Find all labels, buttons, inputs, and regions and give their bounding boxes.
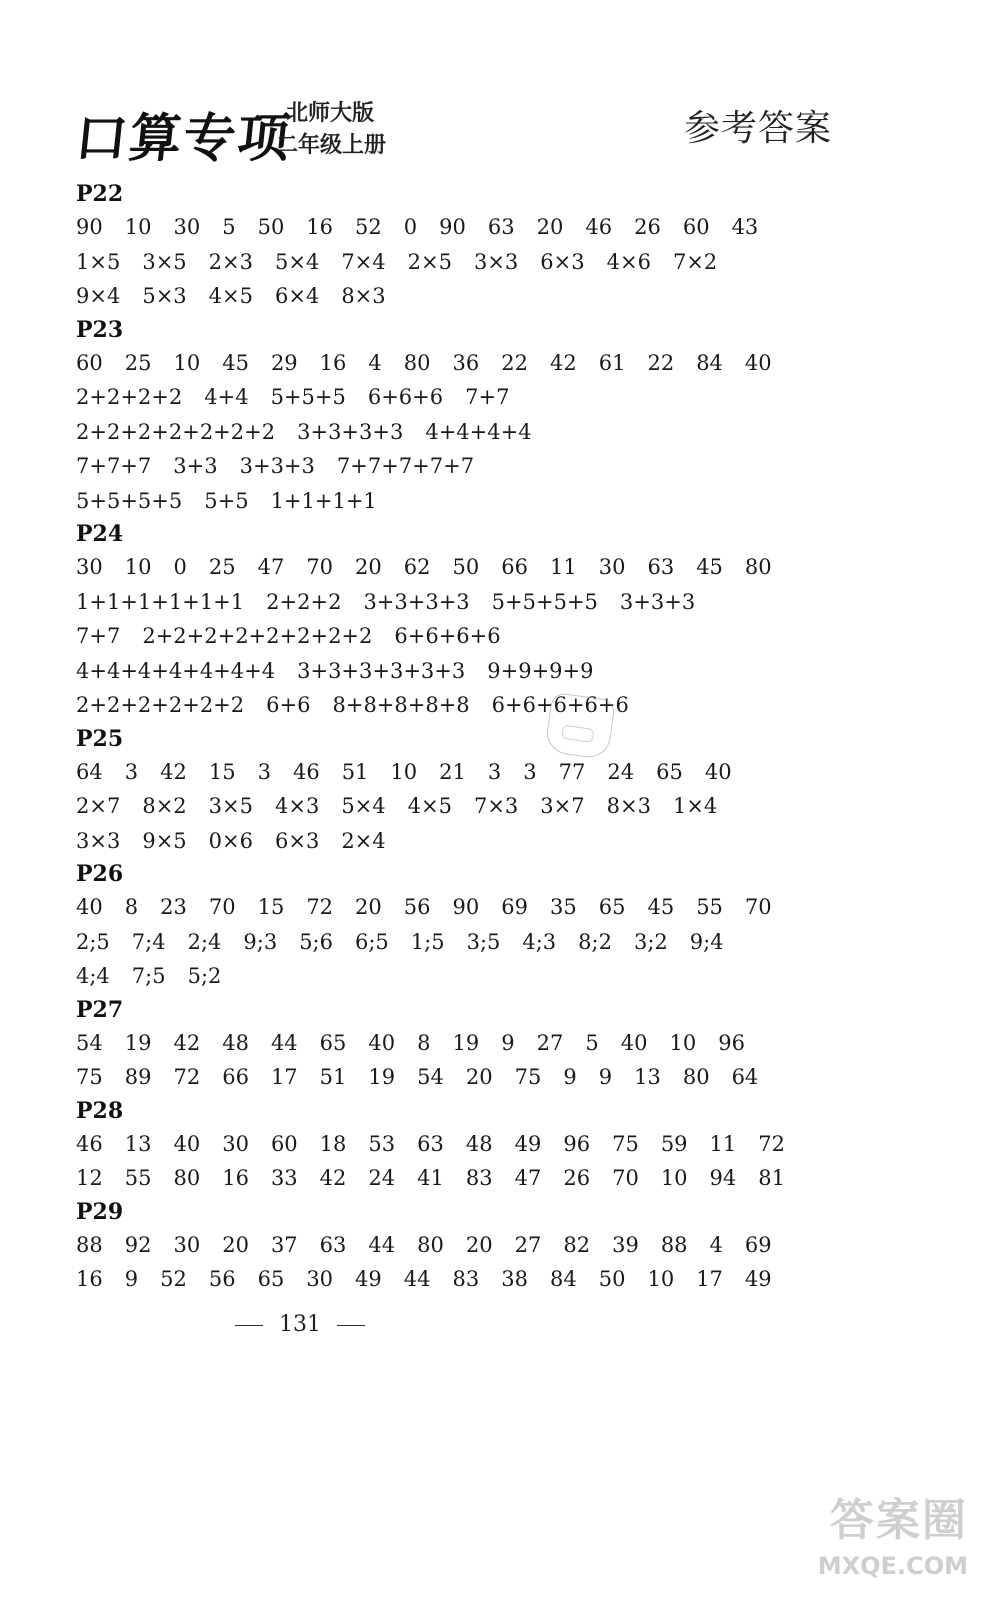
section-heading: P23 — [76, 316, 124, 343]
section-heading: P28 — [76, 1097, 124, 1124]
answer-item: 90 — [452, 895, 480, 919]
answer-item: 15 — [257, 895, 285, 919]
answer-item: 10 — [660, 1166, 688, 1190]
answer-item: 70 — [208, 895, 236, 919]
answer-item: 60 — [76, 350, 103, 375]
answer-item: 51 — [319, 1065, 347, 1089]
answer-item: 3+3+3+3+3+3 — [297, 658, 466, 683]
answer-item: 4 — [368, 350, 382, 375]
section-heading: P26 — [76, 861, 124, 887]
answer-item: 7×2 — [672, 249, 718, 274]
answer-item: 66 — [222, 1065, 249, 1089]
answer-item: 50 — [257, 215, 285, 239]
answer-item: 72 — [173, 1065, 201, 1089]
answer-item: 19 — [368, 1065, 396, 1089]
answer-item: 84 — [696, 350, 723, 375]
answer-row — [76, 484, 956, 519]
answer-item: 4;4 — [76, 964, 110, 988]
answer-item: 5+5+5+5 — [76, 488, 183, 513]
answer-item: 63 — [647, 555, 675, 579]
answer-item: 9;3 — [243, 929, 278, 954]
answer-item: 10 — [173, 350, 201, 375]
answer-item: 3×3 — [76, 828, 121, 853]
answer-row — [76, 755, 956, 790]
answer-item: 21 — [439, 759, 466, 784]
answer-item: 33 — [270, 1166, 298, 1190]
answer-item: 52 — [160, 1267, 187, 1291]
answer-item: 8 — [417, 1030, 431, 1055]
answer-item: 9 — [124, 1267, 139, 1291]
answer-item: 27 — [536, 1030, 564, 1055]
answer-item: 3 — [523, 759, 537, 784]
answer-row — [76, 1228, 956, 1263]
answer-item: 65 — [598, 895, 626, 919]
answer-item: 49 — [355, 1267, 382, 1291]
answer-item: 6+6 — [266, 693, 311, 717]
answer-item: 20 — [355, 555, 382, 579]
answer-item: 3 — [124, 759, 139, 784]
answer-item: 69 — [501, 895, 528, 919]
answers-title: 参考答案 — [684, 108, 833, 149]
answer-item: 6×4 — [274, 284, 320, 308]
answer-item: 64 — [76, 759, 103, 784]
answer-item: 3×5 — [142, 249, 187, 274]
answer-item: 30 — [222, 1131, 249, 1156]
answer-item: 4×6 — [606, 249, 651, 274]
answer-item: 29 — [270, 350, 298, 375]
answer-item: 3+3 — [173, 454, 218, 478]
watermark-text-cn: 答案圈 — [830, 1495, 968, 1546]
answer-item: 9×5 — [142, 828, 187, 853]
answer-item: 7+7 — [76, 624, 121, 648]
answer-item: 0 — [173, 555, 187, 579]
answer-item: 9 — [598, 1065, 613, 1089]
answer-item: 3×5 — [208, 794, 253, 818]
page-number — [0, 1312, 600, 1337]
answer-item: 11 — [549, 555, 577, 579]
answer-item: 2+2+2+2 — [76, 385, 183, 409]
answer-item: 49 — [744, 1267, 772, 1291]
answer-item: 84 — [549, 1267, 577, 1291]
answer-item: 4×5 — [407, 794, 452, 818]
answer-item: 54 — [76, 1030, 103, 1055]
answer-item: 80 — [682, 1065, 710, 1089]
answer-item: 89 — [124, 1065, 152, 1089]
answer-item: 0 — [403, 215, 418, 239]
answer-item: 80 — [417, 1232, 444, 1257]
grade-label: 二年级上册 — [276, 133, 387, 158]
answer-row — [76, 1127, 956, 1162]
answer-item: 60 — [682, 215, 710, 239]
answer-item: 25 — [124, 350, 152, 375]
answer-item: 40 — [704, 759, 732, 784]
answer-item: 66 — [501, 555, 528, 579]
answer-item: 45 — [647, 895, 675, 919]
answer-item: 30 — [173, 1232, 201, 1257]
answer-item: 6×3 — [540, 249, 585, 274]
answer-item: 72 — [306, 895, 334, 919]
answer-item: 44 — [368, 1232, 396, 1257]
answer-item: 65 — [656, 759, 683, 784]
answer-item: 38 — [501, 1267, 528, 1291]
answer-item: 92 — [124, 1232, 152, 1257]
answer-item: 4+4+4+4 — [425, 419, 532, 444]
section-heading: P27 — [76, 996, 124, 1023]
answer-item: 4;3 — [522, 929, 557, 954]
answer-item: 5+5 — [204, 488, 249, 513]
answer-item: 2×7 — [76, 794, 121, 818]
answer-item: 36 — [452, 350, 480, 375]
answer-item: 10 — [124, 215, 152, 239]
answer-item: 46 — [585, 215, 613, 239]
answer-item: 20 — [465, 1232, 493, 1257]
answer-item: 88 — [660, 1232, 688, 1257]
answer-item: 26 — [563, 1166, 591, 1190]
answer-row — [76, 654, 956, 689]
page-header — [0, 0, 996, 190]
answer-row — [76, 245, 956, 280]
answer-item: 39 — [612, 1232, 639, 1257]
answer-item: 3×3 — [473, 249, 519, 274]
answer-item: 12 — [76, 1166, 103, 1190]
answer-item: 3;2 — [633, 929, 668, 954]
answer-item: 56 — [208, 1267, 236, 1291]
answer-item: 5×3 — [142, 284, 187, 308]
answer-item: 2+2+2+2+2+2+2 — [76, 419, 276, 444]
answer-item: 10 — [390, 759, 418, 784]
answer-item: 96 — [718, 1030, 745, 1055]
answer-item: 4×5 — [208, 284, 253, 308]
answer-item: 5×4 — [341, 794, 386, 818]
answer-row — [76, 619, 956, 654]
answer-row — [76, 925, 956, 960]
answer-item: 2+2+2+2+2+2+2+2 — [142, 624, 373, 648]
answer-item: 24 — [607, 759, 635, 784]
answer-item: 80 — [173, 1166, 201, 1190]
answer-item: 75 — [514, 1065, 542, 1089]
answer-item: 9 — [563, 1065, 577, 1089]
answer-item: 90 — [439, 215, 466, 239]
answer-item: 6+6+6+6 — [394, 624, 501, 648]
answer-item: 5;6 — [299, 929, 333, 954]
answer-row — [76, 688, 956, 723]
answer-row — [76, 824, 956, 859]
dash-right — [337, 1325, 365, 1326]
answer-item: 40 — [76, 895, 103, 919]
answer-item: 4 — [709, 1232, 723, 1257]
answer-item: 65 — [257, 1267, 285, 1291]
edition-label: 北师大版 — [286, 101, 375, 126]
answer-item: 83 — [452, 1267, 480, 1291]
answer-list — [76, 178, 956, 1297]
answer-item: 6+6+6 — [367, 385, 444, 409]
answer-item: 11 — [709, 1131, 737, 1156]
answer-item: 27 — [514, 1232, 542, 1257]
answer-item: 1×5 — [76, 249, 121, 274]
answer-item: 20 — [222, 1232, 249, 1257]
answer-item: 9×4 — [76, 284, 121, 308]
answer-item: 4+4+4+4+4+4+4 — [76, 658, 276, 683]
answer-item: 5+5+5+5 — [491, 589, 598, 614]
answer-item: 8+8+8+8+8 — [332, 693, 470, 717]
answer-row — [76, 550, 956, 585]
answer-item: 46 — [292, 759, 320, 784]
answer-item: 20 — [465, 1065, 493, 1089]
answer-item: 7+7 — [465, 385, 510, 409]
answer-item: 2;5 — [76, 929, 110, 954]
answer-row — [76, 1060, 956, 1095]
answer-item: 13 — [124, 1131, 152, 1156]
answer-item: 45 — [696, 555, 723, 579]
answer-item: 63 — [487, 215, 515, 239]
answer-item: 1+1+1+1 — [270, 488, 377, 513]
answer-item: 64 — [731, 1065, 759, 1089]
answer-item: 16 — [306, 215, 334, 239]
watermark-text-en: MXQE.COM — [817, 1552, 968, 1580]
watermark-logo — [808, 1484, 968, 1594]
answer-item: 83 — [465, 1166, 493, 1190]
answer-row — [76, 585, 956, 620]
answer-item: 22 — [501, 350, 528, 375]
answer-item: 62 — [403, 555, 431, 579]
answer-item: 3;5 — [466, 929, 501, 954]
answer-item: 49 — [514, 1131, 542, 1156]
answer-item: 1;5 — [410, 929, 445, 954]
answer-item: 55 — [124, 1166, 152, 1190]
answer-item: 44 — [270, 1030, 298, 1055]
answer-item: 43 — [731, 215, 759, 239]
answer-item: 46 — [76, 1131, 103, 1156]
answer-item: 70 — [744, 895, 772, 919]
answer-item: 63 — [319, 1232, 347, 1257]
answer-item: 10 — [647, 1267, 675, 1291]
answer-item: 9+9+9+9 — [487, 658, 594, 683]
answer-item: 54 — [417, 1065, 444, 1089]
answer-item: 65 — [319, 1030, 347, 1055]
answer-item: 16 — [222, 1166, 249, 1190]
answer-item: 69 — [744, 1232, 772, 1257]
answer-item: 48 — [465, 1131, 493, 1156]
answer-item: 30 — [306, 1267, 334, 1291]
answer-item: 7;4 — [131, 929, 166, 954]
answer-item: 2;4 — [187, 929, 222, 954]
answer-item: 48 — [222, 1030, 249, 1055]
section-heading: P22 — [76, 181, 124, 207]
answer-item: 8×2 — [142, 794, 187, 818]
answer-item: 3 — [487, 759, 502, 784]
answer-item: 1+1+1+1+1+1 — [76, 589, 245, 614]
answer-item: 19 — [124, 1030, 152, 1055]
answer-item: 2+2+2+2+2+2 — [76, 693, 245, 717]
answer-item: 18 — [319, 1131, 347, 1156]
answer-row — [76, 210, 956, 245]
answer-item: 3 — [257, 759, 271, 784]
section-heading: P29 — [76, 1198, 124, 1225]
answer-item: 3+3+3 — [619, 589, 696, 614]
answer-item: 26 — [634, 215, 661, 239]
answer-row — [76, 449, 956, 484]
answer-item: 2+2+2 — [266, 589, 342, 614]
answer-item: 9;4 — [689, 929, 724, 954]
answer-row — [76, 890, 956, 925]
answer-item: 5 — [222, 215, 236, 239]
answer-item: 70 — [612, 1166, 639, 1190]
answer-item: 5 — [585, 1030, 599, 1055]
answer-item: 7×3 — [473, 794, 519, 818]
answer-item: 82 — [563, 1232, 591, 1257]
answer-item: 15 — [208, 759, 236, 784]
answer-item: 80 — [403, 350, 431, 375]
answer-item: 77 — [558, 759, 586, 784]
answer-item: 8;2 — [578, 929, 612, 954]
answer-item: 50 — [452, 555, 480, 579]
answer-item: 7+7+7 — [76, 454, 152, 478]
answer-item: 50 — [598, 1267, 626, 1291]
answer-item: 56 — [403, 895, 431, 919]
answer-item: 4+4 — [204, 385, 249, 409]
answer-item: 45 — [222, 350, 249, 375]
answer-item: 0×6 — [208, 828, 253, 853]
answer-item: 1×4 — [672, 794, 718, 818]
answer-item: 4×3 — [274, 794, 320, 818]
answer-row — [76, 380, 956, 415]
answer-row — [76, 346, 956, 381]
answer-item: 20 — [536, 215, 564, 239]
answer-item: 81 — [758, 1166, 786, 1190]
answer-item: 6;5 — [354, 929, 389, 954]
answer-row — [76, 789, 956, 824]
answer-item: 96 — [563, 1131, 591, 1156]
answer-item: 8 — [124, 895, 139, 919]
answer-item: 10 — [669, 1030, 697, 1055]
page-number-text: 131 — [279, 1312, 321, 1337]
answer-item: 5×4 — [274, 249, 320, 274]
answer-item: 22 — [647, 350, 675, 375]
answer-item: 8×3 — [606, 794, 651, 818]
answer-item: 7;5 — [131, 964, 166, 988]
answer-item: 75 — [612, 1131, 639, 1156]
answer-item: 3×7 — [540, 794, 585, 818]
answer-item: 94 — [709, 1166, 737, 1190]
answer-item: 42 — [160, 759, 187, 784]
answer-item: 61 — [598, 350, 626, 375]
answer-item: 63 — [417, 1131, 444, 1156]
answer-item: 53 — [368, 1131, 396, 1156]
answer-item: 23 — [160, 895, 187, 919]
answer-item: 2×3 — [208, 249, 253, 274]
answer-item: 55 — [696, 895, 723, 919]
answer-item: 3+3+3+3 — [363, 589, 470, 614]
dash-left — [235, 1325, 263, 1326]
answer-item: 88 — [76, 1232, 103, 1257]
answer-item: 2×4 — [341, 828, 386, 853]
answer-item: 90 — [76, 215, 103, 239]
answer-item: 47 — [257, 555, 285, 579]
answer-item: 20 — [355, 895, 382, 919]
answer-item: 5+5+5 — [270, 385, 346, 409]
answer-item: 44 — [403, 1267, 431, 1291]
answer-row — [76, 1161, 956, 1196]
answer-item: 40 — [744, 350, 772, 375]
answer-item: 16 — [319, 350, 347, 375]
answer-item: 35 — [549, 895, 577, 919]
answer-item: 42 — [173, 1030, 201, 1055]
answer-item: 70 — [306, 555, 334, 579]
answer-item: 7×4 — [341, 249, 386, 274]
answer-item: 24 — [368, 1166, 396, 1190]
answer-item: 42 — [549, 350, 577, 375]
answer-item: 13 — [634, 1065, 661, 1089]
answer-row — [76, 279, 956, 314]
answer-row — [76, 959, 956, 994]
answer-item: 2×5 — [407, 249, 452, 274]
answer-item: 16 — [76, 1267, 103, 1291]
answer-item: 6×3 — [274, 828, 320, 853]
answer-item: 19 — [452, 1030, 480, 1055]
answer-item: 37 — [270, 1232, 298, 1257]
answer-item: 51 — [341, 759, 369, 784]
answer-row — [76, 1262, 956, 1297]
answer-item: 10 — [124, 555, 152, 579]
answer-item: 3+3+3 — [239, 454, 315, 478]
answer-item: 72 — [758, 1131, 786, 1156]
stamp-mark — [544, 692, 616, 760]
answer-item: 9 — [501, 1030, 515, 1055]
answer-item: 3+3+3+3 — [297, 419, 404, 444]
answer-item: 30 — [173, 215, 201, 239]
answer-item: 40 — [173, 1131, 201, 1156]
answer-item: 30 — [598, 555, 626, 579]
answer-item: 40 — [620, 1030, 648, 1055]
answer-item: 30 — [76, 555, 103, 579]
answer-row — [76, 415, 956, 450]
answer-item: 52 — [355, 215, 382, 239]
answer-item: 7+7+7+7+7 — [336, 454, 475, 478]
answer-item: 47 — [514, 1166, 542, 1190]
answer-item: 80 — [744, 555, 772, 579]
answer-item: 6+6+6+6+6 — [491, 693, 629, 717]
answer-item: 40 — [368, 1030, 396, 1055]
answer-item: 5;2 — [187, 964, 222, 988]
answer-item: 17 — [696, 1267, 723, 1291]
book-title: 口算专项 — [72, 109, 295, 169]
section-heading: P25 — [76, 725, 124, 752]
answer-item: 25 — [208, 555, 236, 579]
answer-item: 41 — [417, 1166, 444, 1190]
answer-item: 60 — [270, 1131, 298, 1156]
answer-item: 8×3 — [341, 284, 386, 308]
answer-item: 59 — [660, 1131, 688, 1156]
answer-item: 75 — [76, 1065, 103, 1089]
answer-item: 17 — [270, 1065, 298, 1089]
section-heading: P24 — [76, 521, 124, 547]
answer-row — [76, 1026, 956, 1061]
answer-item: 42 — [319, 1166, 347, 1190]
